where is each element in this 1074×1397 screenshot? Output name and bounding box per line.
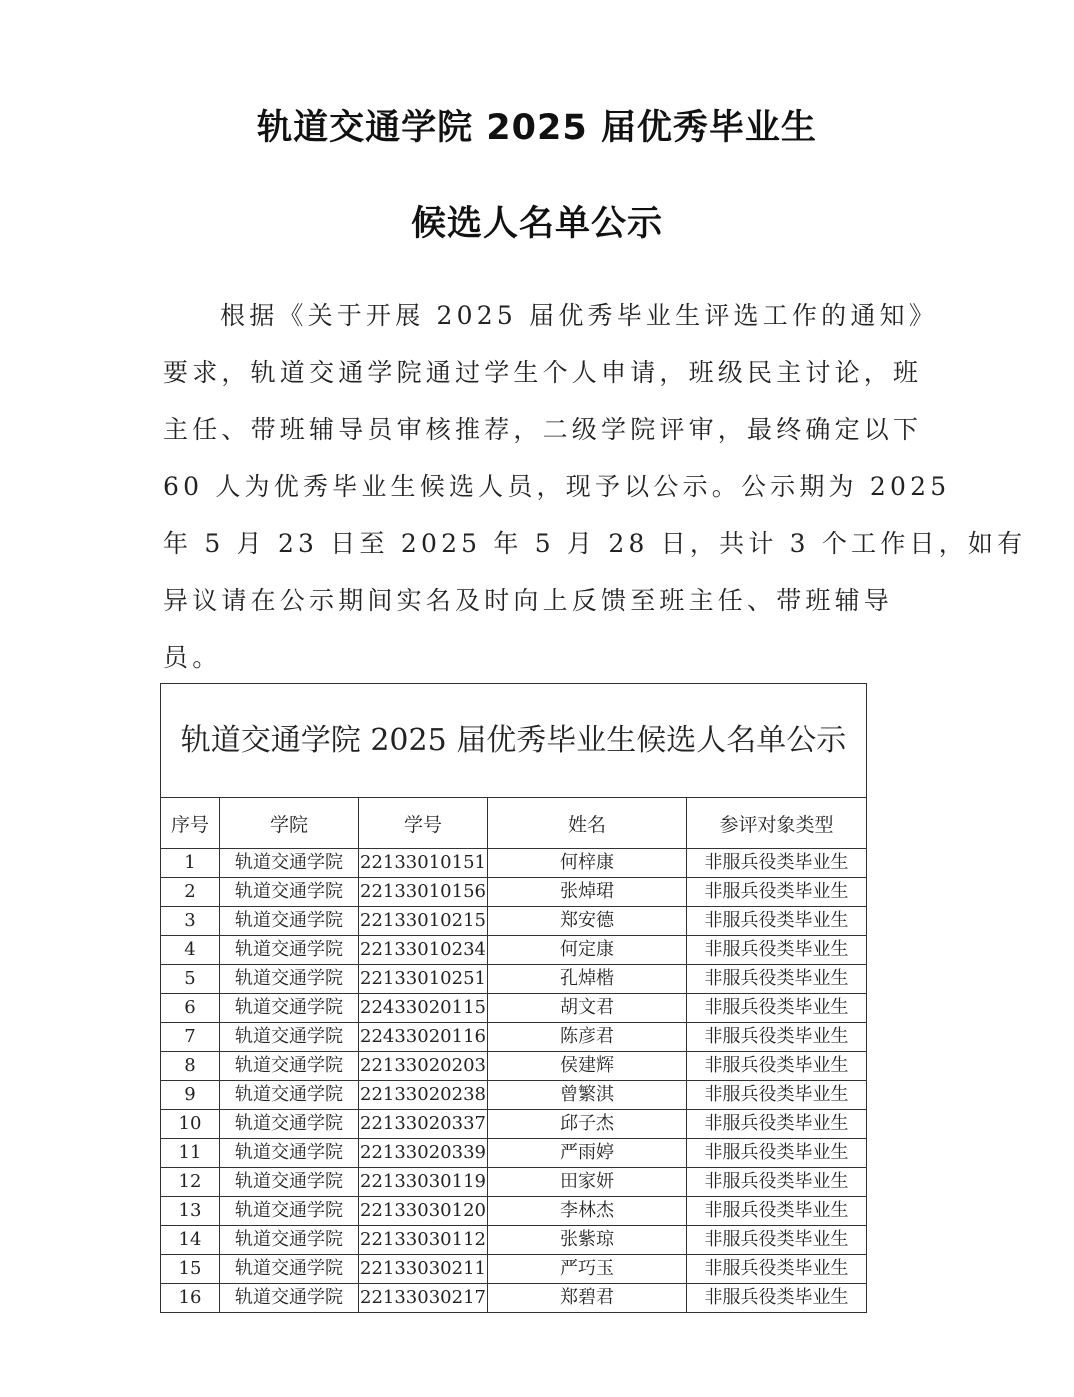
paragraph-line: 主任、带班辅导员审核推荐，二级学院评审，最终确定以下	[163, 415, 923, 444]
cell-seq: 12	[161, 1168, 220, 1197]
cell-name: 何定康	[488, 936, 687, 965]
cell-category: 非服兵役类毕业生	[687, 1110, 867, 1139]
table-title: 轨道交通学院 2025 届优秀毕业生候选人名单公示	[161, 684, 867, 798]
cell-name: 郑安德	[488, 907, 687, 936]
cell-college: 轨道交通学院	[220, 1197, 359, 1226]
table-row	[161, 936, 867, 965]
cell-category: 非服兵役类毕业生	[687, 1023, 867, 1052]
cell-category: 非服兵役类毕业生	[687, 1081, 867, 1110]
cell-college: 轨道交通学院	[220, 965, 359, 994]
cell-college: 轨道交通学院	[220, 1081, 359, 1110]
table-row	[161, 994, 867, 1023]
cell-name: 何梓康	[488, 849, 687, 878]
cell-category: 非服兵役类毕业生	[687, 936, 867, 965]
table-header-row	[161, 798, 867, 849]
cell-college: 轨道交通学院	[220, 1255, 359, 1284]
table-row	[161, 1168, 867, 1197]
cell-name: 胡文君	[488, 994, 687, 1023]
cell-name: 陈彦君	[488, 1023, 687, 1052]
table-row	[161, 849, 867, 878]
cell-seq: 1	[161, 849, 220, 878]
announcement-paragraph	[163, 287, 1027, 686]
cell-seq: 11	[161, 1139, 220, 1168]
cell-category: 非服兵役类毕业生	[687, 1226, 867, 1255]
table-row	[161, 878, 867, 907]
cell-category: 非服兵役类毕业生	[687, 1139, 867, 1168]
cell-name: 曾繁淇	[488, 1081, 687, 1110]
cell-category: 非服兵役类毕业生	[687, 965, 867, 994]
cell-college: 轨道交通学院	[220, 994, 359, 1023]
table-row	[161, 1081, 867, 1110]
table-row	[161, 907, 867, 936]
cell-category: 非服兵役类毕业生	[687, 878, 867, 907]
cell-seq: 4	[161, 936, 220, 965]
cell-name: 侯建辉	[488, 1052, 687, 1081]
cell-student-id: 22133030211	[359, 1255, 488, 1284]
cell-name: 孔焯楷	[488, 965, 687, 994]
cell-seq: 3	[161, 907, 220, 936]
cell-student-id: 22133020238	[359, 1081, 488, 1110]
paragraph-line: 员。	[163, 643, 222, 672]
cell-name: 张紫琼	[488, 1226, 687, 1255]
cell-student-id: 22133010151	[359, 849, 488, 878]
cell-college: 轨道交通学院	[220, 1284, 359, 1313]
cell-seq: 16	[161, 1284, 220, 1313]
cell-seq: 6	[161, 994, 220, 1023]
cell-category: 非服兵役类毕业生	[687, 1052, 867, 1081]
table-row	[161, 1226, 867, 1255]
cell-college: 轨道交通学院	[220, 1139, 359, 1168]
header-college: 学院	[220, 798, 359, 849]
cell-seq: 7	[161, 1023, 220, 1052]
cell-student-id: 22133030120	[359, 1197, 488, 1226]
cell-seq: 2	[161, 878, 220, 907]
cell-seq: 13	[161, 1197, 220, 1226]
cell-category: 非服兵役类毕业生	[687, 994, 867, 1023]
table-row	[161, 1023, 867, 1052]
cell-student-id: 22133030112	[359, 1226, 488, 1255]
paragraph-line: 年 5 月 23 日至 2025 年 5 月 28 日，共计 3 个工作日，如有	[163, 529, 1027, 558]
cell-category: 非服兵役类毕业生	[687, 1255, 867, 1284]
table-row	[161, 1197, 867, 1226]
cell-seq: 10	[161, 1110, 220, 1139]
cell-student-id: 22433020115	[359, 994, 488, 1023]
cell-name: 李林杰	[488, 1197, 687, 1226]
cell-seq: 9	[161, 1081, 220, 1110]
cell-college: 轨道交通学院	[220, 1023, 359, 1052]
cell-category: 非服兵役类毕业生	[687, 907, 867, 936]
cell-college: 轨道交通学院	[220, 1168, 359, 1197]
header-name: 姓名	[488, 798, 687, 849]
cell-student-id: 22133010215	[359, 907, 488, 936]
cell-student-id: 22133020339	[359, 1139, 488, 1168]
cell-seq: 15	[161, 1255, 220, 1284]
cell-student-id: 22133010251	[359, 965, 488, 994]
paragraph-line: 60 人为优秀毕业生候选人员，现予以公示。公示期为 2025	[163, 472, 951, 501]
cell-college: 轨道交通学院	[220, 1226, 359, 1255]
table-row	[161, 965, 867, 994]
table-row	[161, 1255, 867, 1284]
cell-category: 非服兵役类毕业生	[687, 1168, 867, 1197]
cell-college: 轨道交通学院	[220, 907, 359, 936]
cell-college: 轨道交通学院	[220, 878, 359, 907]
cell-category: 非服兵役类毕业生	[687, 849, 867, 878]
header-category: 参评对象类型	[687, 798, 867, 849]
table-row	[161, 1052, 867, 1081]
table-row	[161, 1284, 867, 1313]
document-title-line-2: 候选人名单公示	[410, 204, 663, 244]
candidate-table	[160, 683, 867, 1313]
table-row	[161, 1110, 867, 1139]
header-student-id: 学号	[359, 798, 488, 849]
cell-name: 严雨婷	[488, 1139, 687, 1168]
cell-seq: 14	[161, 1226, 220, 1255]
cell-category: 非服兵役类毕业生	[687, 1197, 867, 1226]
cell-student-id: 22133020337	[359, 1110, 488, 1139]
table-body	[161, 849, 867, 1313]
document-title-line-1: 轨道交通学院 2025 届优秀毕业生	[257, 108, 817, 148]
cell-seq: 5	[161, 965, 220, 994]
cell-name: 田家妍	[488, 1168, 687, 1197]
cell-college: 轨道交通学院	[220, 1110, 359, 1139]
cell-name: 郑碧君	[488, 1284, 687, 1313]
cell-name: 严巧玉	[488, 1255, 687, 1284]
cell-name: 张焯珺	[488, 878, 687, 907]
cell-student-id: 22133030217	[359, 1284, 488, 1313]
paragraph-line: 根据《关于开展 2025 届优秀毕业生评选工作的通知》	[220, 301, 938, 330]
cell-student-id: 22133030119	[359, 1168, 488, 1197]
paragraph-line: 要求，轨道交通学院通过学生个人申请，班级民主讨论，班	[163, 358, 923, 387]
cell-student-id: 22133010156	[359, 878, 488, 907]
table-row	[161, 1139, 867, 1168]
cell-category: 非服兵役类毕业生	[687, 1284, 867, 1313]
cell-college: 轨道交通学院	[220, 1052, 359, 1081]
cell-seq: 8	[161, 1052, 220, 1081]
cell-college: 轨道交通学院	[220, 849, 359, 878]
cell-student-id: 22433020116	[359, 1023, 488, 1052]
paragraph-line: 异议请在公示期间实名及时向上反馈至班主任、带班辅导	[163, 586, 894, 615]
cell-student-id: 22133020203	[359, 1052, 488, 1081]
cell-name: 邱子杰	[488, 1110, 687, 1139]
header-seq: 序号	[161, 798, 220, 849]
cell-student-id: 22133010234	[359, 936, 488, 965]
cell-college: 轨道交通学院	[220, 936, 359, 965]
